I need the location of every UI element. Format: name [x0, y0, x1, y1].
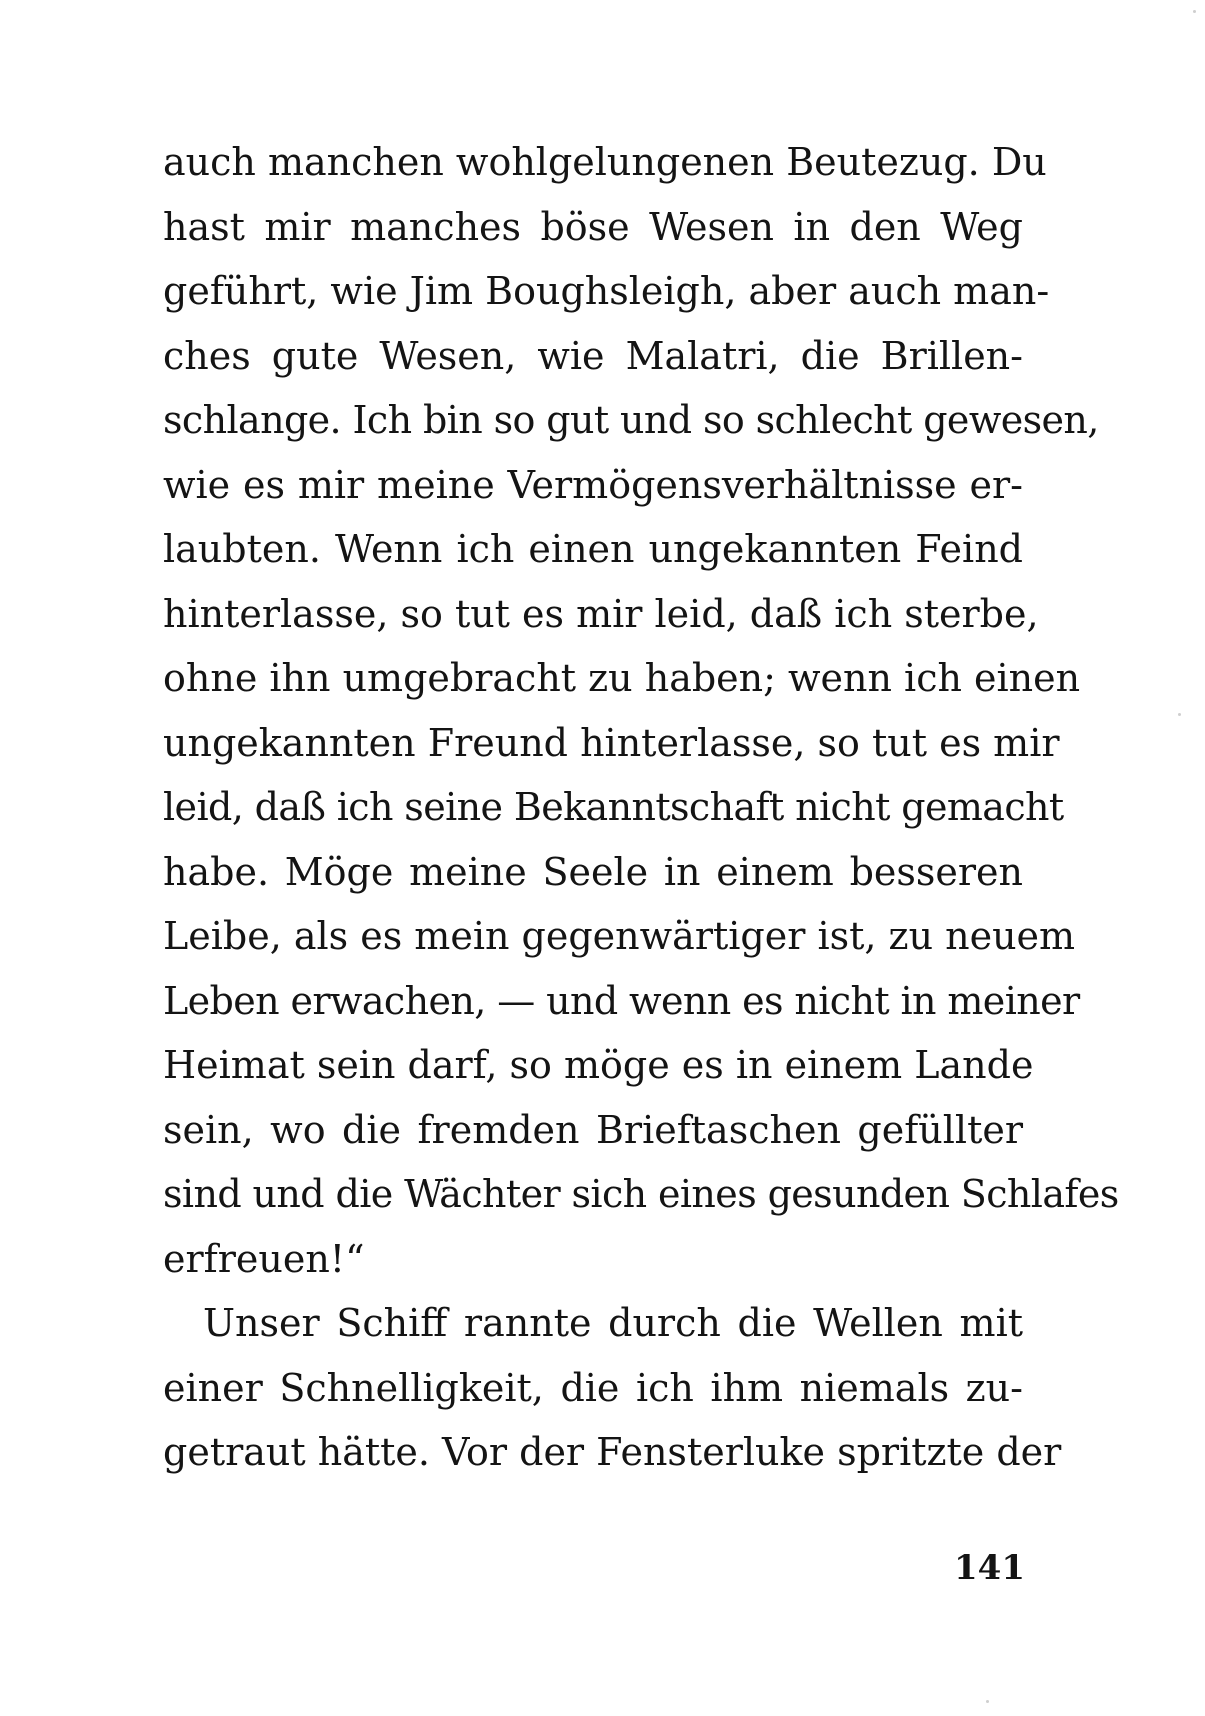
text-line: ohne ihn umgebracht zu haben; wenn ich einen — [163, 656, 1081, 700]
text-line: auch manchen wohlgelungenen Beutezug. Du — [163, 140, 1047, 184]
text-line: laubten. Wenn ich einen ungekannten Feind — [163, 527, 1023, 571]
text-line: Heimat sein darf, so möge es in einem Lande — [163, 1043, 1034, 1087]
text-line: getraut hätte. Vor der Fensterluke spritzte der — [163, 1430, 1062, 1474]
text-line: geführt, wie Jim Boughsleigh, aber auch man- — [163, 269, 1050, 313]
text-line: hast mir manches böse Wesen in den Weg — [163, 204, 1023, 249]
text-line: hinterlasse, so tut es mir leid, daß ich sterbe, — [163, 591, 1039, 636]
text-line: sein, wo die fremden Brieftaschen gefüllter — [163, 1107, 1023, 1152]
text-line: sind und die Wächter sich eines gesunden Schlafes — [163, 1172, 1119, 1216]
text-line: Unser Schiff rannte durch die Wellen mit — [203, 1301, 1023, 1345]
text-line: Leibe, als es mein gegenwärtiger ist, zu neuem — [163, 914, 1076, 958]
text-line: ungekannten Freund hinterlasse, so tut es mir — [163, 720, 1060, 765]
text-line: wie es mir meine Vermögensverhältnisse er- — [163, 462, 1023, 507]
text-line: erfreuen!“ — [163, 1236, 365, 1281]
body-text — [163, 130, 1119, 1485]
paper-speck — [1193, 10, 1196, 13]
text-line: schlange. Ich bin so gut und so schlecht gewesen, — [163, 398, 1099, 442]
paper-speck — [986, 1700, 989, 1703]
paper-speck — [1178, 713, 1181, 716]
text-line: Leben erwachen, — und wenn es nicht in meiner — [163, 978, 1080, 1023]
text-line: leid, daß ich seine Bekanntschaft nicht gemacht — [163, 785, 1064, 829]
text-line: habe. Möge meine Seele in einem besseren — [163, 849, 1023, 894]
page-number: 141 — [954, 1548, 1025, 1588]
text-line: einer Schnelligkeit, die ich ihm niemals zu- — [163, 1365, 1023, 1410]
text-line: ches gute Wesen, wie Malatri, die Brillen- — [163, 333, 1023, 378]
